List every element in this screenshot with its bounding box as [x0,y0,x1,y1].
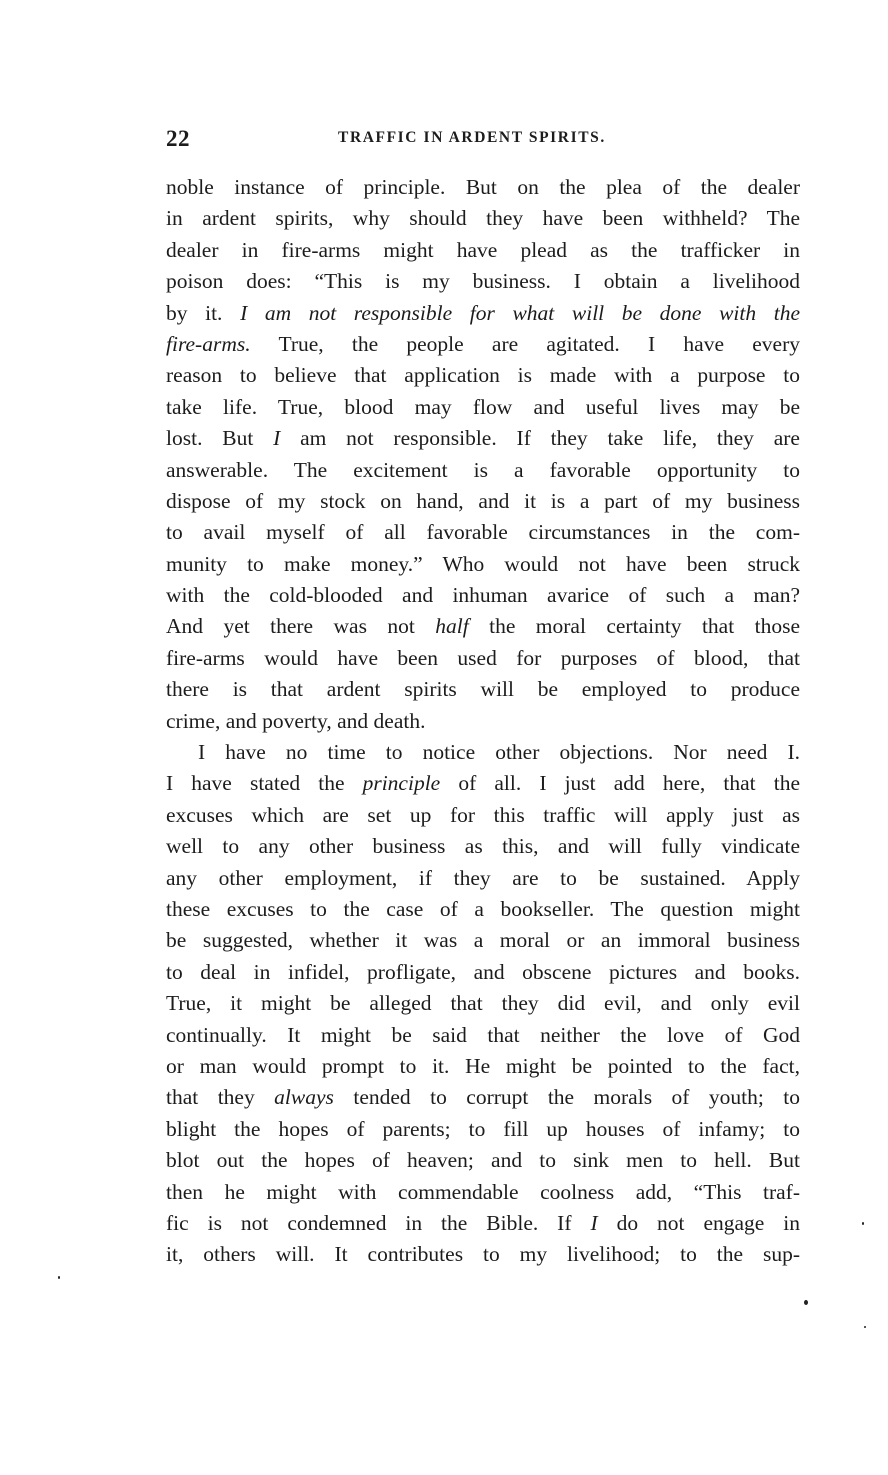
page-header [166,124,808,154]
text-segment: that they [166,1085,275,1110]
text-line: blot out the hopes of heaven; and to sink men to hell. But [166,1148,800,1173]
text-segment: tended to corrupt the morals of youth; to [333,1085,800,1110]
text-line: take life. True, blood may flow and useful lives may be [166,394,800,419]
paragraph-last-line: crime, and poverty, and death. [166,708,426,733]
text-line: reason to believe that application is made with a purpose to [166,363,800,388]
text-segment: do not engage in [597,1210,800,1235]
text-line: well to any other business as this, and will fully vindicate [166,834,800,859]
text-segment: lost. But [166,426,274,451]
text-line [166,1082,800,1113]
text-line: it, others will. It contributes to my livelihood; to the sup- [166,1242,800,1267]
text-line: dispose of my stock on hand, and it is a part of my business [166,488,800,513]
text-line: or man would prompt to it. He might be pointed to the fact, [166,1053,800,1078]
text-line: in ardent spirits, why should they have been withheld? The [166,206,800,231]
scan-speck [862,1222,864,1225]
text-line [166,611,800,642]
text-line: noble instance of principle. But on the plea of the dealer [166,175,800,199]
text-line: fire-arms would have been used for purposes of blood, that [166,645,800,670]
text-line [166,768,800,799]
body-text [166,172,800,1271]
text-segment: of all. I just add here, that the [440,771,800,796]
text-line [166,298,800,329]
text-line: be suggested, whether it was a moral or an immoral business [166,928,800,953]
text-line: any other employment, if they are to be sustained. Apply [166,865,800,890]
text-line: blight the hopes of parents; to fill up houses of infamy; to [166,1116,800,1141]
text-line: answerable. The excitement is a favorable opportunity to [166,457,800,482]
text-segment: True, the people are agitated. I have every [250,331,800,356]
text-line: to avail myself of all favorable circumstances in the com- [166,520,800,545]
italic-segment: I am not responsible for what will be done with the [240,300,800,325]
text-line: poison does: “This is my business. I obtain a livelihood [166,269,800,294]
text-segment: I have stated the [166,771,363,796]
scan-speck [58,1276,60,1279]
scan-speck [864,1326,866,1328]
scan-speck [804,1300,808,1305]
text-line: True, it might be alleged that they did evil, and only evil [166,991,800,1016]
page-number: 22 [166,126,190,151]
paragraph-first-line: I have no time to notice other objections. Nor need I. [198,740,800,765]
text-line: dealer in fire-arms might have plead as the trafficker in [166,237,800,262]
text-line [166,1208,800,1239]
text-segment: by it. [166,300,241,325]
text-line: there is that ardent spirits will be employed to produce [166,677,800,702]
italic-segment: fire-arms. [166,331,251,356]
italic-segment: I [273,426,281,451]
text-line: excuses which are set up for this traffic will apply just as [166,802,800,827]
text-line: munity to make money.” Who would not have been struck [166,551,800,576]
italic-segment: always [274,1085,334,1110]
text-line [166,329,800,360]
italic-segment: half [435,614,469,639]
text-line: these excuses to the case of a bookseller. The question might [166,896,800,921]
italic-segment: I [590,1210,598,1235]
text-segment: fic is not condemned in the Bible. If [166,1210,591,1235]
text-line [166,423,800,454]
text-line: then he might with commendable coolness add, “This traf- [166,1179,800,1204]
text-line: continually. It might be said that neither the love of God [166,1022,800,1047]
text-segment: am not responsible. If they take life, they are [280,426,800,451]
text-segment: And yet there was not [166,614,436,639]
running-head: TRAFFIC IN ARDENT SPIRITS. [338,129,606,146]
text-line: with the cold-blooded and inhuman avarice of such a man? [166,583,800,608]
text-segment: the moral certainty that those [468,614,800,639]
text-line: to deal in infidel, profligate, and obscene pictures and books. [166,959,800,984]
italic-segment: principle [362,771,441,796]
